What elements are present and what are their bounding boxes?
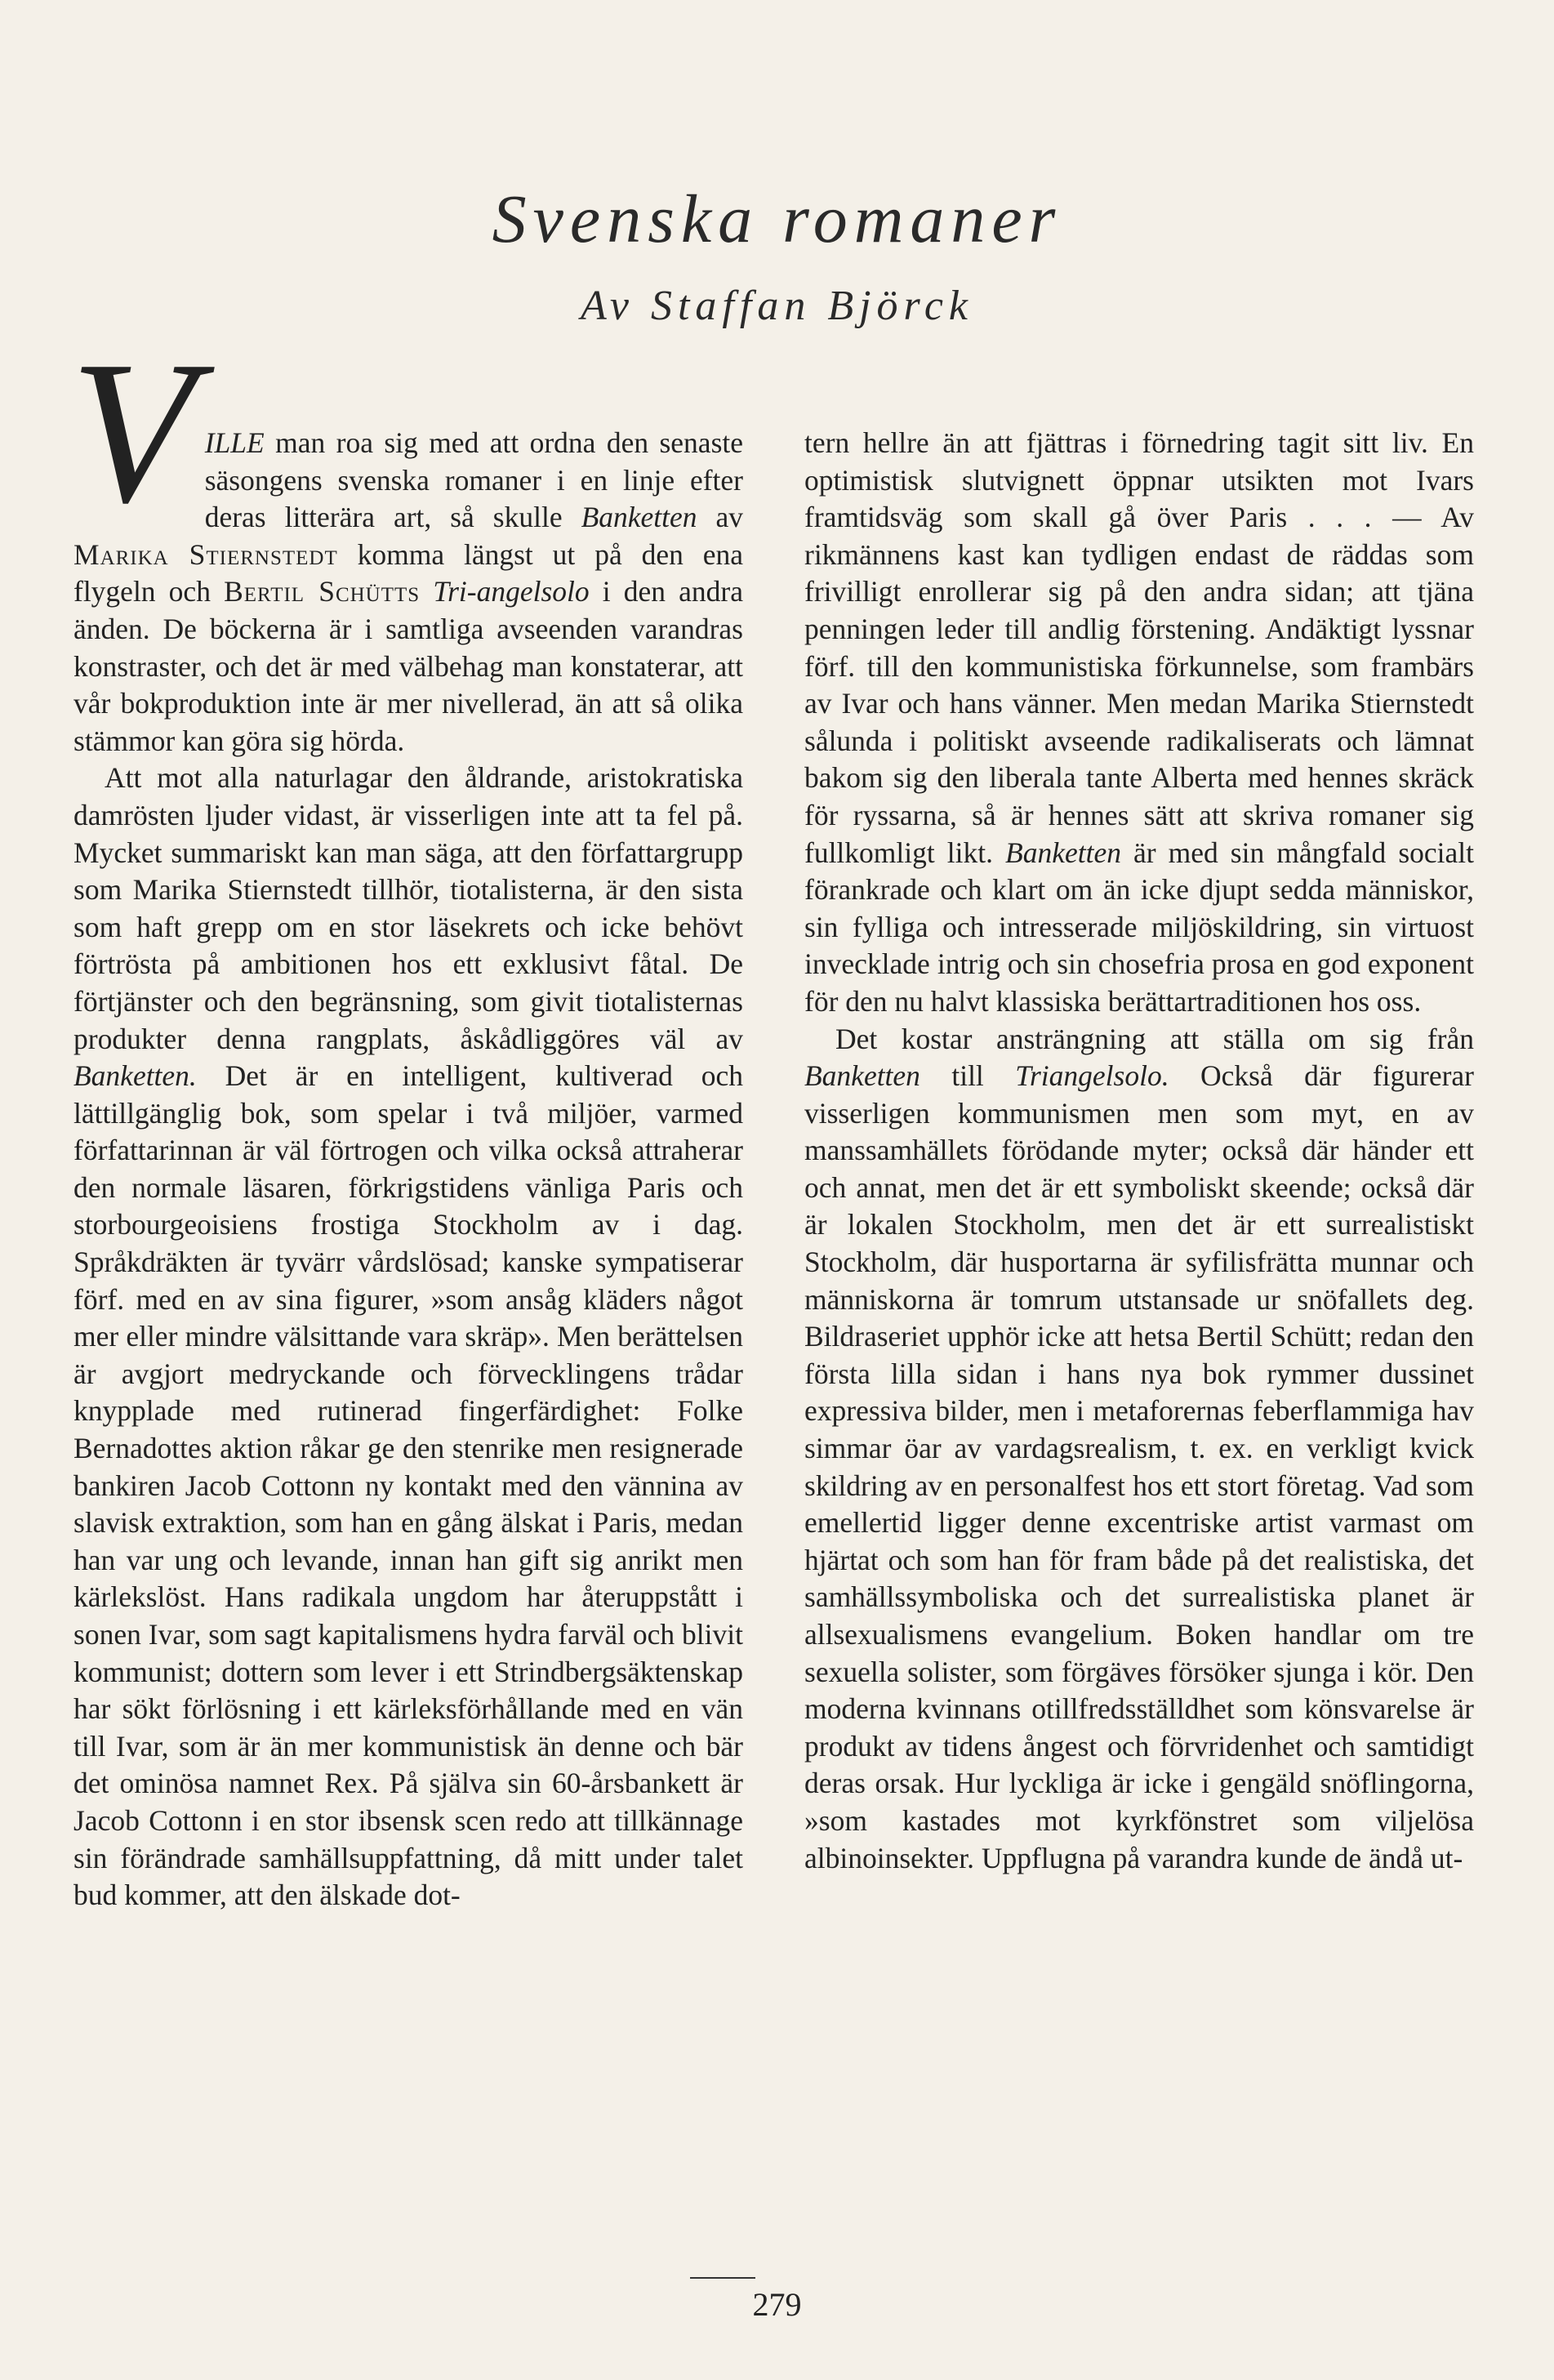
left-column — [70, 319, 744, 1914]
paragraph: Det kostar ansträngning att ställa om sig från Banketten till Triangelsolo. Också där figurerar visserligen kommunismen men som myt, en av manssamhällets förödande myter; också där händer ett och annat, men det är ett symboliskt skeende; också där är lokalen Stockholm, men det är ett surrealistiskt Stockholm, där husportarna är syfilisfrätta munnar och människorna är tomrum utstansade ur snöfallets deg. Bildraseriet upphör icke att hetsa Bertil Schütt; redan den första lilla sidan i hans nya bok rymmer dussinet expressiva bilder, men i metaforernas feberflammiga hav simmar öar av vardagsrealism, t. ex. en verkligt kvick skildring av en personalfest hos ett stort företag. Vad som emellertid ligger denne excentriske artist varmast om hjärtat och som han för fram både på det realistiska, det samhällssymboliska och det surrealistiska planet är allsexualismens evangelium. Boken handlar om tre sexuella solister, som förgäves försöker sjunga i kör. Den moderna kvinnans otillfredsställdhet som könsvarelse är produkt av tidens ångest och förvridenhet och samtidigt deras orsak. Hur lyckliga är icke i gengäld snöflingorna, »som kastades mot kyrkfönstret som viljelösa albinoinsekter. Uppflugna på varandra kunde de ändå ut- — [804, 1022, 1475, 1874]
right-column — [804, 425, 1474, 1877]
article-byline: Av Staffan Björck — [581, 283, 973, 329]
paragraph: VILLE man roa sig med att ordna den senaste säsongens svenska romaner i en linje efter deras litterära art, så skulle Banketten av Marika Stiernstedt komma längst ut på den ena flygeln och Bertil Schütts Tri-angelsolo i den andra änden. De böckerna är i samtliga avseenden varandras konstraster, och det är med välbehag man konstaterar, att vår bokproduktion inte är mer nivellerad, än att så olika stämmor kan göra sig hörda. — [70, 319, 744, 757]
book-title: Tri-angelsolo — [433, 575, 590, 608]
book-title: Banketten — [1005, 836, 1121, 869]
book-title: Triangelsolo. — [1015, 1059, 1169, 1093]
book-title: Banketten — [581, 501, 697, 534]
author-name: Bertil Schütts — [224, 575, 421, 608]
book-title: Banketten — [804, 1059, 920, 1093]
page-number: 279 — [752, 2286, 802, 2323]
page-number-rule — [690, 2277, 755, 2279]
paragraph: tern hellre än att fjättras i förnedring tagit sitt liv. En optimistisk slutvignett öppnar utsikten mot Ivars framtidsväg som skall gå över Paris . . . — Av rikmännens kast kan tydligen endast de räddas som frivilligt enrollerar sig på den andra sidan; att tjäna penningen leder till andlig förstening. Andäktigt lyssnar förf. till den kommunistiska förkunnelse, som frambärs av Ivar och hans vänner. Men medan Marika Stiernstedt sålunda i politiskt avseende radikaliserats och lämnat bakom sig den liberala tante Alberta med hennes skräck för ryssarna, så är hennes sätt att skriva romaner sig fullkomligt likt. Banketten är med sin mångfald socialt förankrade och klart om än icke djupt sedda människor, sin fylliga och intresserade miljöskildring, sin virtuost invecklade intrig och sin chosefria prosa en god exponent för den nu halvt klassiska berättartraditionen hos oss. — [804, 426, 1474, 1018]
paragraph: Att mot alla naturlagar den åldrande, aristokratiska damrösten ljuder vidast, är visserligen inte att ta fel på. Mycket summariskt kan man säga, att den författargrupp som Marika Stiernstedt tillhör, tiotalisterna, är den sista som haft grepp om en stor läsekrets och icke behövt förtrösta på ambitionen hos ett exklusivt fåtal. De förtjänster och den begränsning, som givit tiotalisternas produkter denna rangplats, åskådliggöres väl av Banketten. Det är en intelligent, kultiverad och lättillgänglig bok, som spelar i två miljöer, varmed författarinnan är väl förtrogen och vilka också attraherar den normale läsaren, förkrigstidens vänliga Paris och storbourgeoisiens frostiga Stockholm av i dag. Språkdräkten är tyvärr vårdslösad; kanske sympatiserar förf. med en av sina figurer, »som ansåg kläders något mer eller mindre välsittande vara skräp». Men berättelsen är avgjort medryckande och förvecklingens trådar knypplade med rutinerad fingerfärdighet: Folke Bernadottes aktion råkar ge den stenrike men resignerade bankiren Jacob Cottonn ny kontakt med den vännina av slavisk extraktion, som han en gång älskat i Paris, medan han var ung och levande, innan han gift sig anrikt men kärlekslöst. Hans radikala ungdom har återuppstått i sonen Ivar, som sagt kapitalismens hydra farväl och blivit kommunist; dottern som lever i ett Strindbergsäktenskap har sökt förlösning i ett kärleksförhållande med en vän till Ivar, som är än mer kommunistisk än denne och bär det ominösa namnet Rex. På själva sin 60-årsbankett är Jacob Cottonn i en stor ibsensk scen redo att tillkännage sin förändrade samhällsuppfattning, då mitt under talet bud kommer, att den älskade dot- — [73, 761, 743, 1912]
article-title: Svenska romaner — [492, 181, 1062, 257]
book-title: Banketten. — [73, 1059, 197, 1093]
author-name: Marika Stiernstedt — [73, 537, 338, 571]
drop-cap: V — [70, 319, 195, 546]
lead-word: ILLE — [204, 426, 265, 459]
